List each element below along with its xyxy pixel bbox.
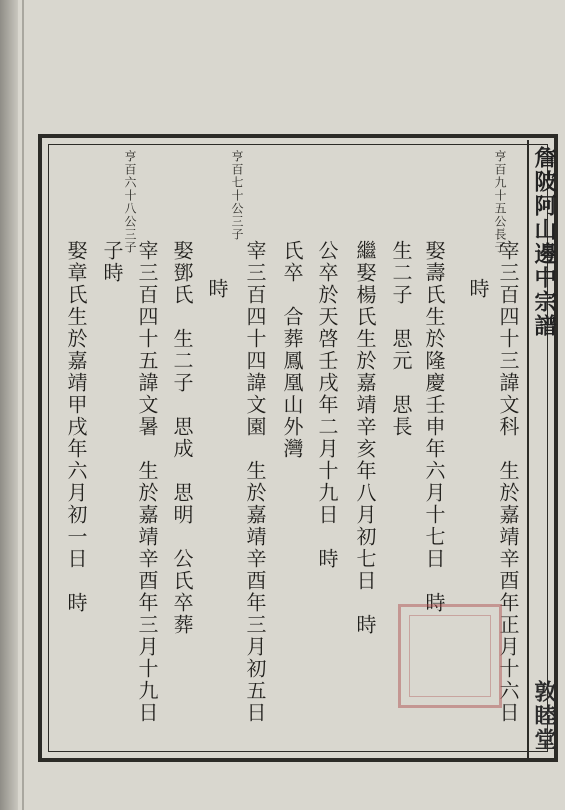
record-column-10: 娶鄧氏 生二子 思成 思明 公氏卒葬 (170, 240, 194, 636)
record-column-8: 宰三百四十四諱文園 生於嘉靖辛酉年三月初五日 (243, 240, 267, 724)
hall-name: 敦睦堂 (531, 680, 557, 752)
record-column-3: 娶壽氏生於隆慶壬申年六月十七日 時 (422, 240, 446, 614)
record-column-11: 宰三百四十五諱文暑 生於嘉靖辛酉年三月十九日 (135, 240, 159, 724)
record-column-13: 娶章氏生於嘉靖甲戌年六月初一日 時 (64, 240, 88, 614)
annotation-lineage-2: 亨百七十公三子 (230, 150, 244, 241)
record-column-9: 時 (205, 278, 229, 300)
spine-fold-line (22, 0, 24, 810)
record-column-4: 生二子 思元 思長 (389, 240, 413, 438)
record-column-5: 繼娶楊氏生於嘉靖辛亥年八月初七日 時 (353, 240, 377, 636)
record-column-7: 氏卒 合葬鳳凰山外灣 (280, 240, 304, 460)
record-column-1: 宰三百四十三諱文科 生於嘉靖辛酉年正月十六日 (496, 240, 520, 724)
record-column-6: 公卒於天啓壬戌年二月十九日 時 (315, 240, 339, 570)
genealogy-title: 詹陂阿山邊中宗譜 (531, 146, 557, 338)
collector-seal-inner-border (409, 615, 491, 697)
collector-seal-stamp (398, 604, 502, 708)
record-column-2: 時 (466, 278, 490, 300)
record-column-12: 子時 (100, 240, 124, 284)
annotation-lineage-3: 亨百六十八公三子 (123, 150, 137, 254)
book-spine (0, 0, 18, 810)
bleed-through-text (480, 20, 506, 38)
annotation-lineage-1: 亨百九十五公長子 (493, 150, 507, 254)
